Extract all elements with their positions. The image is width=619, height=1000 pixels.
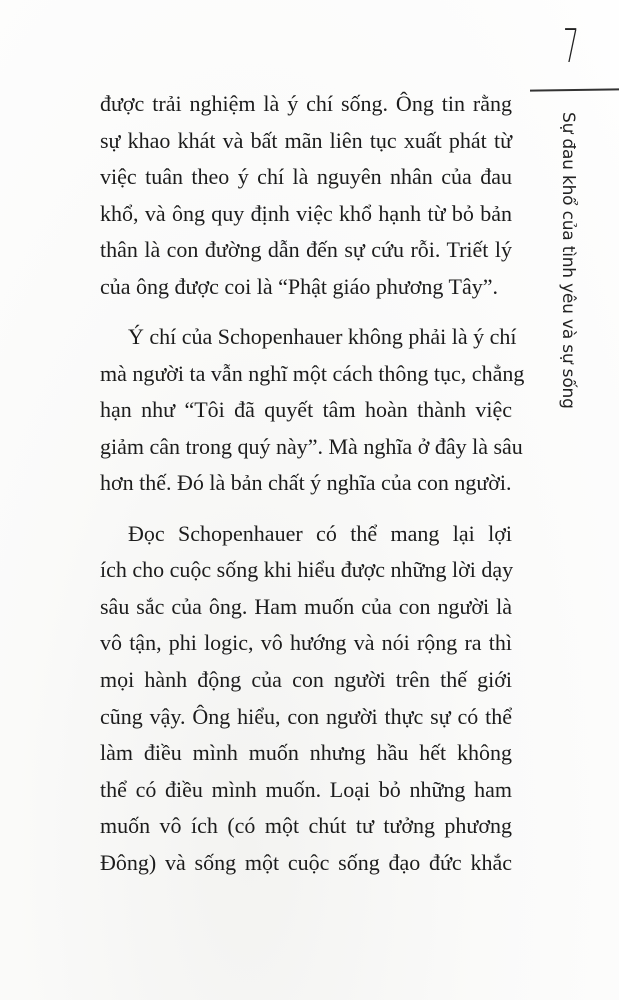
text-line: sâu sắc của ông. Ham muốn của con người là [100, 593, 512, 619]
paragraph-1 [100, 86, 512, 306]
page-number: 7 [562, 19, 580, 73]
text-line: cũng vậy. Ông hiểu, con người thực sự có thể [100, 703, 512, 729]
text-line: Đông) và sống một cuộc sống đạo đức khắc [100, 849, 512, 875]
text-line: vô tận, phi logic, vô hướng và nói rộng ra thì [100, 630, 512, 656]
body-text [100, 86, 525, 881]
text-line: việc tuân theo ý chí là nguyên nhân của đau [100, 164, 512, 190]
running-title: Sự đau khổ của tình yêu và sự sống [558, 112, 578, 409]
text-line: được trải nghiệm là ý chí sống. Ông tin rằng [100, 91, 512, 116]
text-line: làm điều mình muốn nhưng hầu hết không [100, 740, 512, 766]
text-line: hơn thế. Đó là bản chất ý nghĩa của con người. [100, 470, 512, 496]
text-line: khổ, và ông quy định việc khổ hạnh từ bỏ bản [100, 200, 512, 226]
text-line: mọi hành động của con người trên thế giới [100, 666, 512, 692]
text-line: giảm cân trong quý này”. Mà nghĩa ở đây là sâu [100, 433, 523, 459]
header-rule [530, 88, 619, 91]
paragraph-3 [100, 516, 512, 882]
text-line: mà người ta vẫn nghĩ một cách thông tục, chẳng [100, 360, 525, 386]
text-line: muốn vô ích (có một chút tư tưởng phương [100, 813, 512, 839]
text-line: sự khao khát và bất mãn liên tục xuất phát từ [100, 127, 512, 153]
text-line: Ý chí của Schopenhauer không phải là ý chí [128, 324, 517, 350]
text-line: của ông được coi là “Phật giáo phương Tây”. [100, 273, 498, 299]
text-line: hạn như “Tôi đã quyết tâm hoàn thành việc [100, 397, 512, 423]
paragraph-2 [100, 319, 525, 502]
text-line: Đọc Schopenhauer có thể mang lại lợi [128, 520, 512, 546]
text-line: thân là con đường dẫn đến sự cứu rỗi. Triết lý [100, 237, 512, 263]
text-line: thể có điều mình muốn. Loại bỏ những ham [100, 776, 512, 802]
text-line: ích cho cuộc sống khi hiểu được những lời dạy [100, 557, 514, 583]
